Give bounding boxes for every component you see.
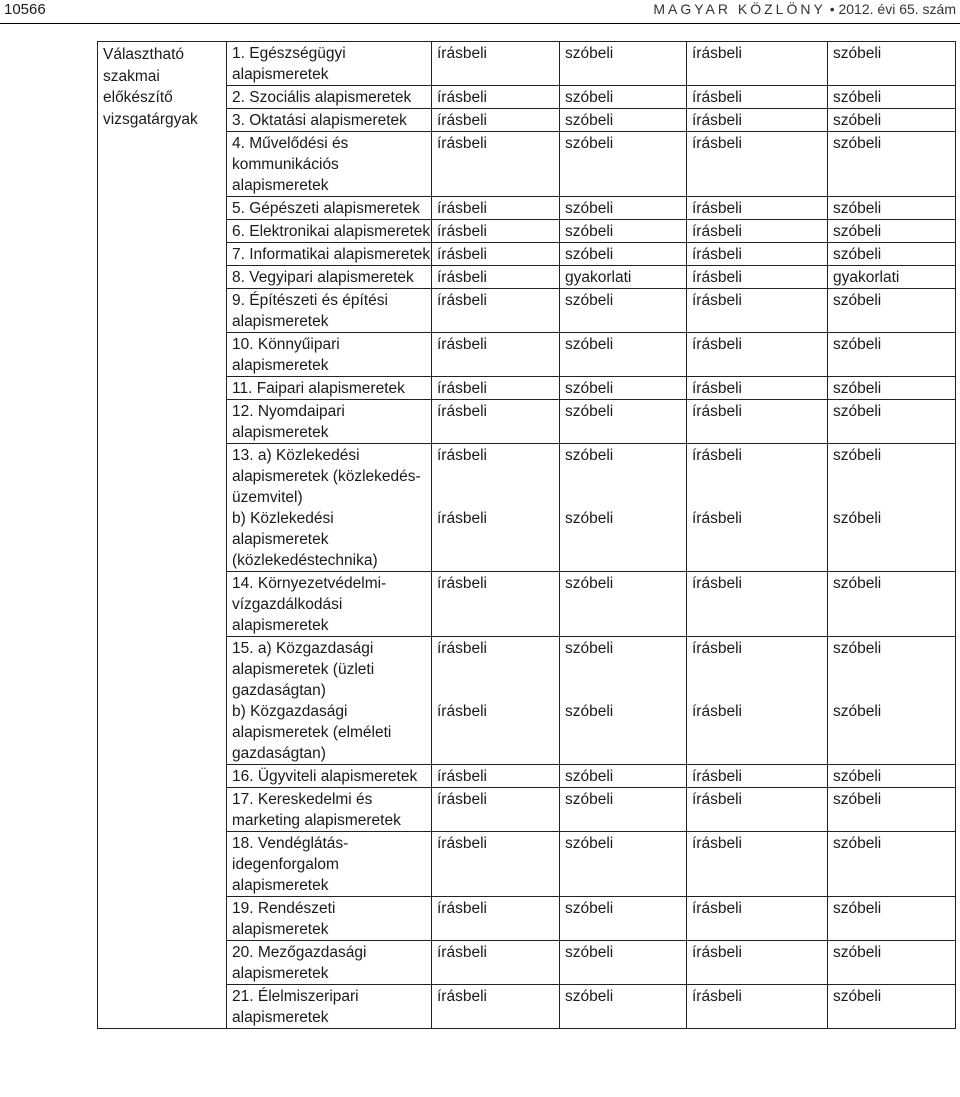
exam-type: szóbeli	[565, 380, 614, 397]
exam-type-cell	[432, 444, 560, 572]
exam-type: írásbeli	[692, 380, 742, 397]
subject-cell	[227, 765, 432, 788]
exam-type-cell	[687, 637, 828, 765]
exam-type-b: írásbeli	[692, 703, 742, 720]
table-row	[98, 941, 956, 985]
subject-name: 11. Faipari alapismeretek	[232, 380, 405, 397]
exam-type-cell	[432, 197, 560, 220]
table-row	[98, 832, 956, 897]
exam-type-cell	[432, 572, 560, 637]
subject-cell	[227, 220, 432, 243]
exam-type: írásbeli	[437, 447, 487, 464]
exam-type-cell	[828, 220, 956, 243]
subject-name: 14. Környezetvédelmi-vízgazdálkodási alapismeretek	[232, 575, 387, 634]
exam-type-cell	[560, 637, 687, 765]
exam-type-cell	[560, 109, 687, 132]
exam-type: írásbeli	[437, 292, 487, 309]
subject-name: 5. Gépészeti alapismeretek	[232, 200, 420, 217]
subject-cell	[227, 266, 432, 289]
exam-type: írásbeli	[437, 768, 487, 785]
exam-type: szóbeli	[833, 575, 882, 592]
exam-type-cell	[432, 400, 560, 444]
exam-type: szóbeli	[565, 89, 614, 106]
exam-type-cell	[560, 86, 687, 109]
exam-type: szóbeli	[833, 45, 882, 62]
exam-type-b: szóbeli	[565, 703, 614, 720]
exam-type-cell	[687, 400, 828, 444]
exam-type-b: írásbeli	[692, 510, 742, 527]
exam-type-cell	[828, 197, 956, 220]
exam-type-cell	[560, 42, 687, 86]
exam-type: gyakorlati	[565, 269, 632, 286]
subject-cell	[227, 832, 432, 897]
subject-name: 12. Nyomdaipari alapismeretek	[232, 403, 345, 441]
exam-type-cell	[828, 333, 956, 377]
exam-type: írásbeli	[437, 246, 487, 263]
exam-type: szóbeli	[565, 900, 614, 917]
issue-label: 2012. évi 65. szám	[838, 1, 956, 17]
table-row	[98, 400, 956, 444]
exam-type-cell	[432, 832, 560, 897]
exam-type: szóbeli	[833, 336, 882, 353]
exam-type-cell	[828, 832, 956, 897]
subject-cell	[227, 42, 432, 86]
exam-type: szóbeli	[565, 944, 614, 961]
exam-type-cell	[432, 377, 560, 400]
exam-type-cell	[828, 765, 956, 788]
exam-type-cell	[432, 243, 560, 266]
exam-type: írásbeli	[692, 640, 742, 657]
separator-bullet: •	[829, 1, 835, 17]
exam-type: szóbeli	[565, 403, 614, 420]
exam-type-cell	[432, 220, 560, 243]
exam-type-cell	[432, 266, 560, 289]
subject-cell	[227, 243, 432, 266]
subject-cell	[227, 132, 432, 197]
running-head	[653, 1, 956, 17]
table-row	[98, 637, 956, 765]
exam-type-cell	[560, 333, 687, 377]
exam-type-cell	[828, 788, 956, 832]
exam-type: szóbeli	[565, 336, 614, 353]
exam-type: írásbeli	[692, 135, 742, 152]
subject-name: 8. Vegyipari alapismeretek	[232, 269, 414, 286]
table-row	[98, 132, 956, 197]
exam-type: írásbeli	[692, 336, 742, 353]
subject-name: 15. a) Közgazdasági alapismeretek (üzleti gazdaságtan)	[232, 640, 375, 699]
exam-type: írásbeli	[692, 112, 742, 129]
exam-type: írásbeli	[437, 336, 487, 353]
exam-type-cell	[828, 266, 956, 289]
table-row	[98, 243, 956, 266]
exam-type-cell	[828, 42, 956, 86]
exam-type: szóbeli	[833, 380, 882, 397]
exam-type-cell	[828, 400, 956, 444]
exam-type: szóbeli	[833, 223, 882, 240]
exam-type-cell	[687, 289, 828, 333]
exam-type: szóbeli	[565, 791, 614, 808]
exam-type: írásbeli	[437, 575, 487, 592]
exam-type: szóbeli	[833, 835, 882, 852]
subject-cell	[227, 985, 432, 1029]
exam-type: szóbeli	[833, 403, 882, 420]
table-row	[98, 220, 956, 243]
exam-type: írásbeli	[692, 900, 742, 917]
subject-name: 10. Könnyűipari alapismeretek	[232, 336, 340, 374]
exam-type-cell	[560, 243, 687, 266]
subject-name: 2. Szociális alapismeretek	[232, 89, 412, 106]
exam-type-cell	[687, 266, 828, 289]
exam-type-cell	[828, 243, 956, 266]
exam-type-cell	[432, 289, 560, 333]
subject-cell	[227, 400, 432, 444]
subject-name: 6. Elektronikai alapismeretek	[232, 223, 431, 240]
exam-type: írásbeli	[692, 292, 742, 309]
exam-type: írásbeli	[692, 988, 742, 1005]
table-row	[98, 444, 956, 572]
exam-type: írásbeli	[692, 200, 742, 217]
exam-type-cell	[828, 444, 956, 572]
exam-type-b: szóbeli	[833, 510, 882, 527]
exam-type: írásbeli	[437, 944, 487, 961]
exam-type: írásbeli	[692, 403, 742, 420]
exam-type: írásbeli	[437, 900, 487, 917]
exam-type-cell	[828, 572, 956, 637]
exam-type: írásbeli	[437, 835, 487, 852]
subject-cell	[227, 109, 432, 132]
subject-name-b: b) Közgazdasági alapismeretek (elméleti gazdaságtan)	[232, 703, 392, 762]
exam-type-cell	[687, 243, 828, 266]
exam-type-cell	[432, 897, 560, 941]
subject-cell	[227, 333, 432, 377]
header-rule	[0, 23, 960, 24]
exam-type: írásbeli	[692, 246, 742, 263]
subject-name: 19. Rendészeti alapismeretek	[232, 900, 336, 938]
exam-type: szóbeli	[565, 447, 614, 464]
table-row	[98, 289, 956, 333]
exam-type-cell	[560, 289, 687, 333]
subject-cell	[227, 377, 432, 400]
subject-name: 16. Ügyviteli alapismeretek	[232, 768, 418, 785]
subject-cell	[227, 444, 432, 572]
exam-type: írásbeli	[692, 45, 742, 62]
exam-type: szóbeli	[565, 45, 614, 62]
table-row	[98, 897, 956, 941]
exam-type: szóbeli	[833, 246, 882, 263]
exam-type: írásbeli	[692, 944, 742, 961]
exam-type: írásbeli	[437, 200, 487, 217]
table-row	[98, 42, 956, 86]
exam-type-cell	[687, 444, 828, 572]
exam-type-cell	[828, 941, 956, 985]
exam-type: írásbeli	[437, 791, 487, 808]
exam-type-cell	[432, 86, 560, 109]
exam-subjects-table	[97, 41, 956, 1029]
exam-type-cell	[560, 444, 687, 572]
exam-type-cell	[432, 109, 560, 132]
exam-type-cell	[828, 377, 956, 400]
exam-type: szóbeli	[565, 835, 614, 852]
exam-type: szóbeli	[833, 944, 882, 961]
exam-type-cell	[432, 941, 560, 985]
exam-type: írásbeli	[437, 112, 487, 129]
exam-type-cell	[560, 941, 687, 985]
page-number: 10566	[4, 1, 46, 18]
exam-type: szóbeli	[833, 292, 882, 309]
exam-type-cell	[432, 765, 560, 788]
subject-cell	[227, 86, 432, 109]
exam-type-cell	[828, 86, 956, 109]
subject-name: 13. a) Közlekedési alapismeretek (közlekedés-üzemvitel)	[232, 447, 421, 506]
subject-cell	[227, 941, 432, 985]
subject-name: 20. Mezőgazdasági alapismeretek	[232, 944, 367, 982]
exam-type: szóbeli	[833, 89, 882, 106]
exam-type: szóbeli	[565, 200, 614, 217]
exam-type: szóbeli	[565, 292, 614, 309]
exam-type-cell	[687, 42, 828, 86]
exam-type-cell	[687, 985, 828, 1029]
exam-type: szóbeli	[565, 135, 614, 152]
exam-type: írásbeli	[437, 45, 487, 62]
exam-type-cell	[687, 572, 828, 637]
exam-type: írásbeli	[692, 223, 742, 240]
subject-cell	[227, 637, 432, 765]
table-row	[98, 109, 956, 132]
exam-type: szóbeli	[565, 575, 614, 592]
subject-cell	[227, 788, 432, 832]
exam-type-cell	[432, 333, 560, 377]
exam-type-cell	[560, 220, 687, 243]
table-row	[98, 765, 956, 788]
exam-type: szóbeli	[833, 200, 882, 217]
exam-type: szóbeli	[565, 223, 614, 240]
exam-type-cell	[560, 897, 687, 941]
exam-type: írásbeli	[437, 640, 487, 657]
exam-type: írásbeli	[692, 575, 742, 592]
exam-type-cell	[828, 985, 956, 1029]
exam-type-cell	[828, 109, 956, 132]
table-row	[98, 377, 956, 400]
exam-type-cell	[687, 86, 828, 109]
exam-type: szóbeli	[833, 640, 882, 657]
exam-type: írásbeli	[437, 135, 487, 152]
exam-type: gyakorlati	[833, 269, 900, 286]
exam-type: írásbeli	[437, 380, 487, 397]
exam-type-cell	[828, 897, 956, 941]
exam-type: szóbeli	[833, 768, 882, 785]
exam-type: szóbeli	[565, 640, 614, 657]
exam-type-cell	[560, 197, 687, 220]
exam-type: írásbeli	[692, 89, 742, 106]
exam-type-cell	[432, 637, 560, 765]
exam-type: szóbeli	[833, 900, 882, 917]
subject-name: 18. Vendéglátás-idegenforgalom alapismeretek	[232, 835, 349, 894]
exam-type-cell	[560, 985, 687, 1029]
exam-type-cell	[687, 109, 828, 132]
exam-type: szóbeli	[565, 246, 614, 263]
exam-type-cell	[560, 765, 687, 788]
exam-type: írásbeli	[437, 223, 487, 240]
exam-type-b: írásbeli	[437, 510, 487, 527]
table-row	[98, 333, 956, 377]
exam-type: írásbeli	[692, 447, 742, 464]
exam-type: szóbeli	[833, 135, 882, 152]
subject-cell	[227, 572, 432, 637]
exam-type-cell	[687, 197, 828, 220]
page-header	[0, 0, 960, 22]
exam-type-cell	[687, 333, 828, 377]
category-cell: Választható szakmai előkészítő vizsgatárgyak	[98, 42, 227, 1029]
exam-type: írásbeli	[437, 89, 487, 106]
subject-cell	[227, 289, 432, 333]
exam-type-cell	[687, 897, 828, 941]
exam-type-cell	[432, 42, 560, 86]
exam-type: szóbeli	[833, 791, 882, 808]
exam-type-cell	[687, 132, 828, 197]
subject-name: 21. Élelmiszeripari alapismeretek	[232, 988, 359, 1026]
exam-type: írásbeli	[692, 791, 742, 808]
exam-type-cell	[828, 289, 956, 333]
exam-type: szóbeli	[565, 768, 614, 785]
exam-type-cell	[560, 572, 687, 637]
exam-type-cell	[432, 788, 560, 832]
exam-type-cell	[828, 637, 956, 765]
exam-type-cell	[432, 985, 560, 1029]
exam-type-cell	[560, 132, 687, 197]
exam-type-cell	[432, 132, 560, 197]
exam-type: írásbeli	[437, 403, 487, 420]
subject-name-b: b) Közlekedési alapismeretek (közlekedéstechnika)	[232, 510, 378, 569]
exam-type: írásbeli	[437, 269, 487, 286]
subject-name: 4. Művelődési és kommunikációs alapismeretek	[232, 135, 349, 194]
exam-type: szóbeli	[565, 988, 614, 1005]
exam-type-cell	[687, 220, 828, 243]
table-row	[98, 788, 956, 832]
exam-type-cell	[687, 377, 828, 400]
exam-type-cell	[560, 400, 687, 444]
journal-title: MAGYAR KÖZLÖNY	[653, 1, 826, 17]
subject-name: 3. Oktatási alapismeretek	[232, 112, 407, 129]
exam-type: írásbeli	[692, 269, 742, 286]
subject-cell	[227, 897, 432, 941]
exam-type: írásbeli	[692, 768, 742, 785]
table-row	[98, 985, 956, 1029]
exam-type-cell	[687, 941, 828, 985]
subject-name: 17. Kereskedelmi és marketing alapismeretek	[232, 791, 401, 829]
table-row	[98, 266, 956, 289]
exam-type-cell	[687, 832, 828, 897]
exam-type: szóbeli	[833, 988, 882, 1005]
subject-cell	[227, 197, 432, 220]
subject-name: 1. Egészségügyi alapismeretek	[232, 45, 346, 83]
table-row	[98, 572, 956, 637]
exam-type: írásbeli	[437, 988, 487, 1005]
exam-type-cell	[560, 788, 687, 832]
exam-type-cell	[828, 132, 956, 197]
exam-type-b: írásbeli	[437, 703, 487, 720]
exam-type: szóbeli	[833, 112, 882, 129]
exam-type-cell	[687, 765, 828, 788]
exam-type-b: szóbeli	[565, 510, 614, 527]
table-row	[98, 197, 956, 220]
exam-type: szóbeli	[565, 112, 614, 129]
exam-type: szóbeli	[833, 447, 882, 464]
table-row	[98, 86, 956, 109]
exam-type-cell	[560, 266, 687, 289]
subject-name: 7. Informatikai alapismeretek	[232, 246, 431, 263]
exam-type-b: szóbeli	[833, 703, 882, 720]
exam-type: írásbeli	[692, 835, 742, 852]
exam-type-cell	[560, 832, 687, 897]
exam-type-cell	[687, 788, 828, 832]
exam-type-cell	[560, 377, 687, 400]
subject-name: 9. Építészeti és építési alapismeretek	[232, 292, 388, 330]
